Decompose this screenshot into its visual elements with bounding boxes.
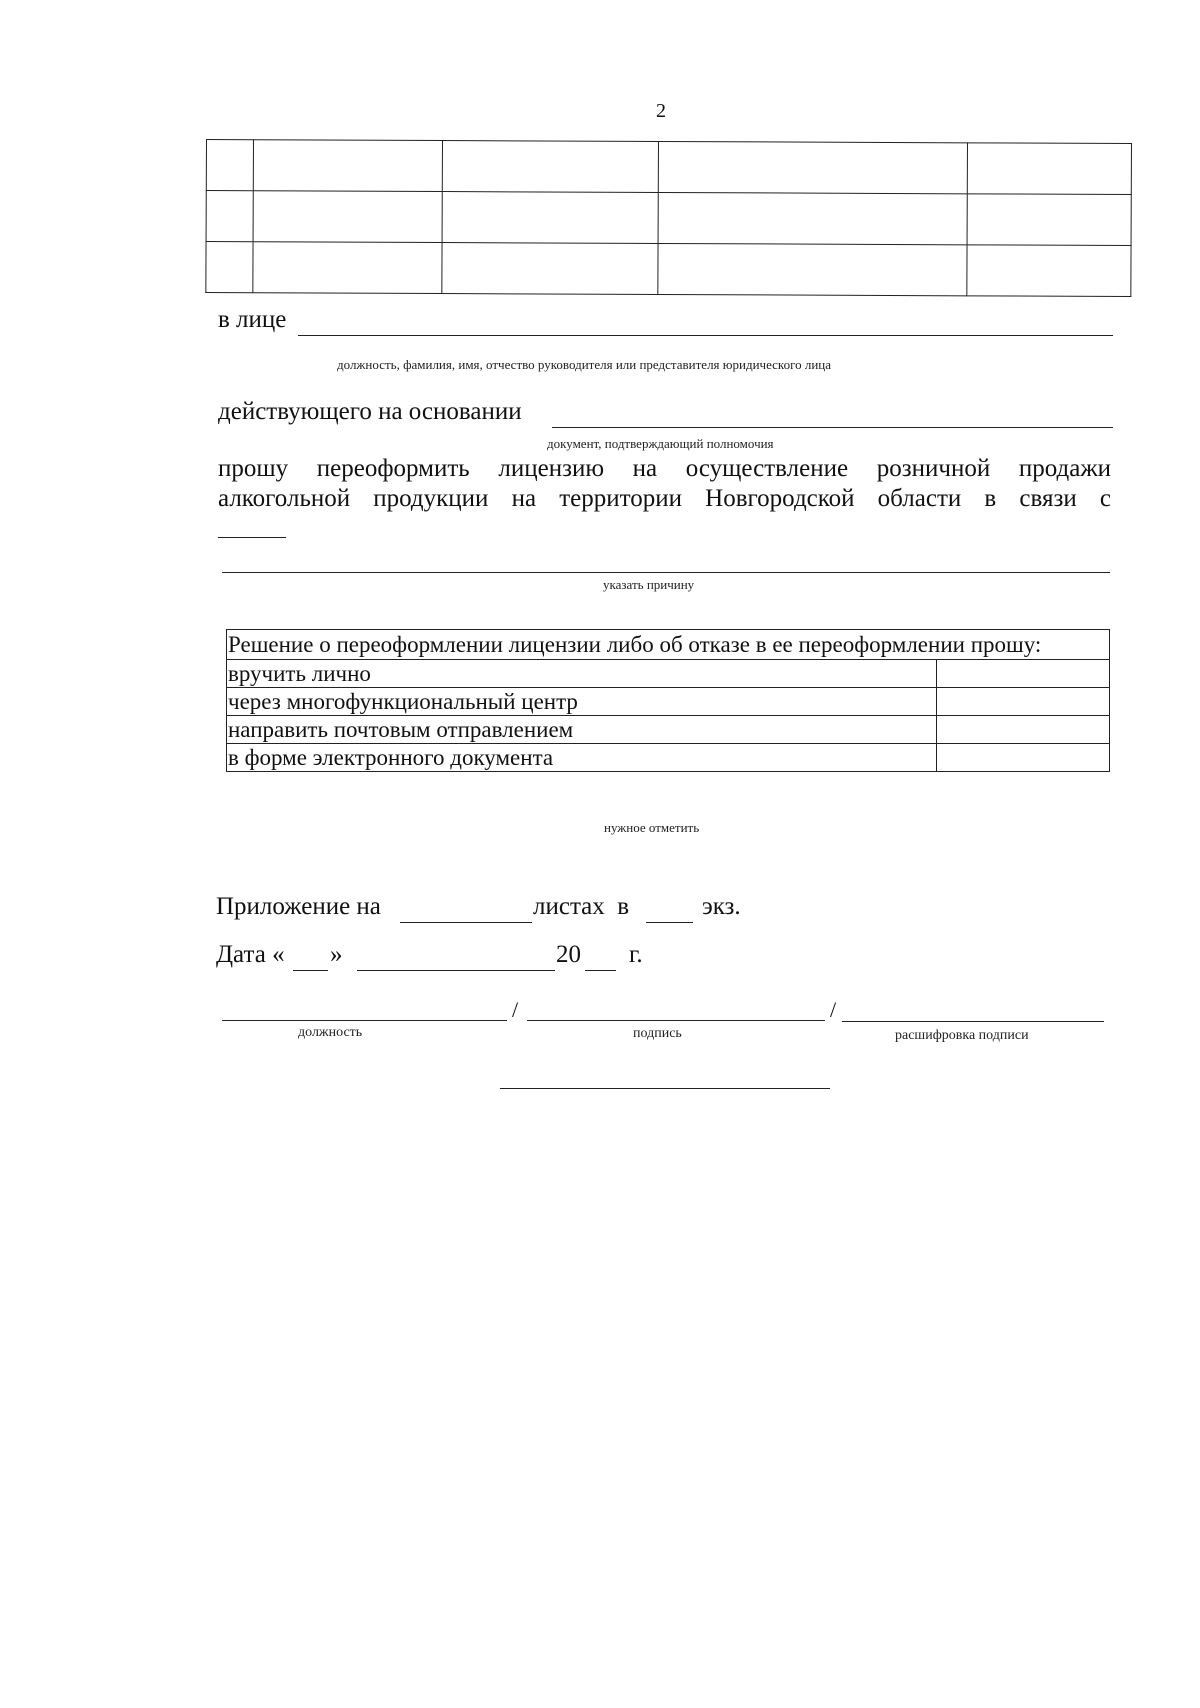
basis-field[interactable]	[552, 427, 1113, 428]
attachment-copies-field[interactable]	[646, 922, 693, 923]
in-person-field[interactable]	[298, 335, 1113, 336]
request-line-2: алкогольной продукции на территории Новгородской области в связи с	[218, 485, 1111, 512]
page-number: 2	[656, 100, 666, 122]
table-cell[interactable]	[253, 191, 443, 243]
table-cell[interactable]	[967, 194, 1131, 246]
date-prefix: Дата «	[216, 941, 285, 968]
delivery-option-checkbox[interactable]	[937, 716, 1110, 744]
signature-field[interactable]	[527, 1020, 825, 1021]
in-person-label: в лице	[218, 306, 287, 333]
table-cell[interactable]	[206, 140, 253, 191]
table-row	[206, 242, 1131, 297]
position-field[interactable]	[222, 1020, 507, 1021]
delivery-option-label: через многофункциональный центр	[227, 688, 937, 716]
attachment-copies-label: экз.	[702, 893, 741, 920]
delivery-caption: нужное отметить	[604, 820, 700, 835]
date-year-suffix: г.	[629, 941, 643, 968]
date-month-field[interactable]	[357, 970, 555, 971]
date-day-field[interactable]	[293, 970, 328, 971]
delivery-method-table	[226, 629, 1110, 772]
attachment-sheets-field[interactable]	[400, 922, 532, 923]
request-line-1: прошу переоформить лицензию на осуществление розничной продажи	[218, 455, 1111, 482]
signature-decoding-field[interactable]	[842, 1021, 1104, 1022]
delivery-option-checkbox[interactable]	[937, 660, 1110, 688]
signature-slash-2: /	[830, 997, 837, 1022]
date-year-field[interactable]	[585, 970, 616, 971]
table-cell[interactable]	[206, 191, 253, 242]
table-row	[206, 191, 1131, 246]
position-caption: должность	[298, 1025, 363, 1040]
signature-decoding-caption: расшифровка подписи	[895, 1028, 1029, 1043]
attachment-prefix: Приложение на	[216, 893, 381, 920]
date-year-prefix: 20	[556, 941, 581, 968]
delivery-option	[227, 660, 1110, 688]
bottom-separator	[500, 1088, 830, 1089]
delivery-option-label: направить почтовым отправлением	[227, 716, 937, 744]
delivery-heading: Решение о переоформлении лицензии либо об отказе в ее переоформлении прошу:	[227, 630, 1110, 660]
table-cell[interactable]	[206, 242, 253, 293]
signature-caption: подпись	[633, 1026, 682, 1041]
reason-field[interactable]	[222, 572, 1110, 573]
table-cell[interactable]	[967, 245, 1131, 297]
date-close-quote: »	[330, 941, 343, 968]
reason-field-short[interactable]	[218, 537, 286, 538]
delivery-option-label: в форме электронного документа	[227, 744, 937, 772]
delivery-option-checkbox[interactable]	[937, 688, 1110, 716]
applicant-table	[205, 139, 1132, 297]
delivery-option	[227, 716, 1110, 744]
table-cell[interactable]	[967, 143, 1131, 195]
basis-caption: документ, подтверждающий полномочия	[547, 436, 774, 451]
table-cell[interactable]	[443, 192, 659, 244]
table-cell[interactable]	[442, 243, 658, 295]
table-cell[interactable]	[253, 140, 443, 192]
signature-slash-1: /	[512, 997, 519, 1022]
basis-label: действующего на основании	[218, 398, 522, 425]
table-cell[interactable]	[443, 141, 659, 193]
delivery-option	[227, 744, 1110, 772]
table-cell[interactable]	[253, 242, 443, 294]
attachment-sheets-label: листах в	[533, 893, 630, 920]
delivery-option	[227, 688, 1110, 716]
reason-caption: указать причину	[603, 577, 695, 592]
table-cell[interactable]	[658, 243, 967, 295]
delivery-option-checkbox[interactable]	[937, 744, 1110, 772]
delivery-option-label: вручить лично	[227, 660, 937, 688]
in-person-caption: должность, фамилия, имя, отчество руководителя или представителя юридического лица	[337, 357, 832, 372]
table-cell[interactable]	[658, 141, 967, 193]
table-row	[206, 140, 1131, 195]
table-cell[interactable]	[658, 192, 967, 244]
